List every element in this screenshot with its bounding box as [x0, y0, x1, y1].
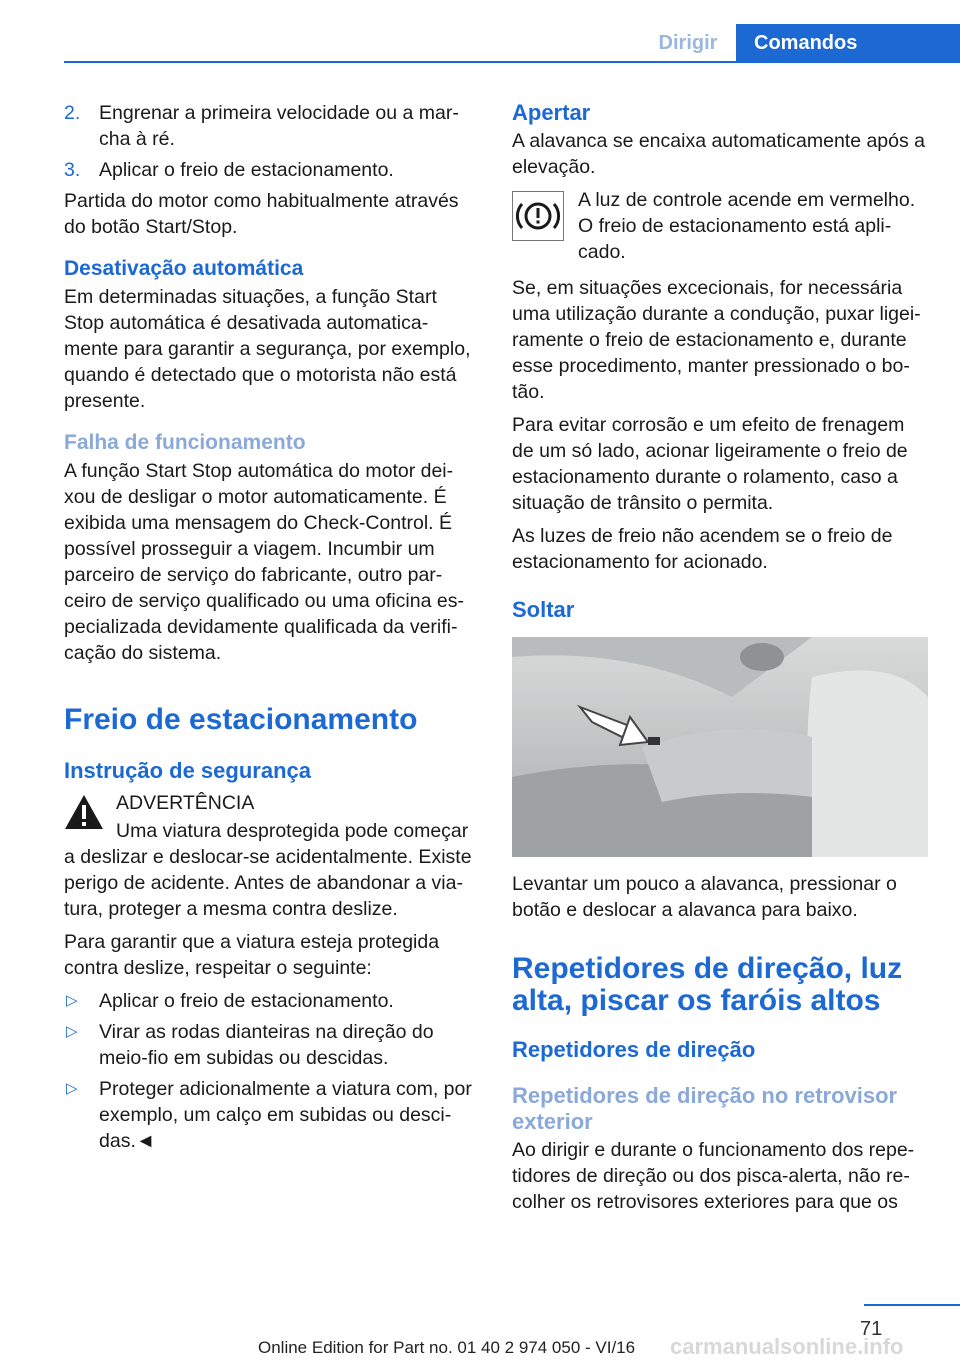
bullet-triangle-icon: ▷: [66, 1080, 78, 1097]
paragraph-luzes: As luzes de freio não acendem se o freio de estacionamento for acionado.: [512, 525, 893, 573]
bullet-item: [64, 988, 480, 1014]
step-number: 3.: [64, 159, 81, 181]
paragraph-garantir: Para garantir que a viatura esteja protegida contra deslize, respeitar o seguinte:: [64, 931, 440, 979]
left-column: [64, 100, 480, 1159]
paragraph-retrovisor: Ao dirigir e durante o funcionamento dos repe-tidores de direção ou dos pisca-alerta, não re-colher os retrovisores exteriores para que os: [512, 1139, 915, 1213]
bullet-triangle-icon: ▷: [66, 992, 78, 1009]
bullet-text: Aplicar o freio de estacionamento.: [99, 990, 394, 1012]
heading-repetidores: Repetidores de direção, luz alta, piscar os faróis altos: [512, 952, 903, 1017]
bullet-text: Virar as rodas dianteiras na direção do meio-fio em subidas ou descidas.: [99, 1021, 434, 1069]
heading-apertar: Apertar: [512, 100, 591, 125]
footer-rule: [864, 1304, 960, 1306]
step-text: Aplicar o freio de estacionamento.: [99, 159, 394, 181]
heading-repetidores-direcao: Repetidores de direção: [512, 1037, 756, 1062]
warning-block: [64, 790, 480, 816]
step-text: Engrenar a primeira velocidade ou a mar-cha à ré.: [99, 102, 459, 150]
heading-freio-estacionamento: Freio de estacionamento: [64, 703, 418, 736]
heading-desativacao: Desativação automática: [64, 257, 304, 280]
footer-edition: Online Edition for Part no. 01 40 2 974 050 - VI/16: [258, 1338, 636, 1357]
heading-soltar: Soltar: [512, 597, 575, 622]
paragraph-falha: A função Start Stop automática do motor dei-xou de desligar o motor automaticamente. É exibida uma mensagem do Check-Control. É possível prosseguir a viagem. Incumbir um parceiro de serviço do fabricante, outro par-ceiro de serviço qualificado ou uma oficina es-pecializada devidamente qualificada da verifi-cação do sistema.: [64, 460, 464, 664]
header-section-label: Dirigir: [658, 32, 718, 54]
heading-falha: Falha de funcionamento: [64, 431, 306, 454]
indicator-text: A luz de controle acende em vermelho. O freio de estacionamento está apli-cado.: [578, 189, 916, 263]
paragraph-soltar: Levantar um pouco a alavanca, pressionar o botão e deslocar a alavanca para baixo.: [512, 873, 897, 921]
bullet-text: Proteger adicionalmente a viatura com, por exemplo, um calço em subidas ou desci-das.◄: [99, 1078, 472, 1152]
bullet-item: [64, 1019, 480, 1071]
header-rule: [64, 61, 960, 63]
paragraph-start: Partida do motor como habitualmente através do botão Start/Stop.: [64, 190, 459, 238]
step-item: [64, 100, 480, 152]
heading-retrovisor: Repetidores de direção no retrovisor exterior: [512, 1083, 898, 1134]
step-item: [64, 157, 480, 183]
header-chapter-tab: Comandos: [736, 24, 960, 63]
heading-instrucao-seguranca: Instrução de segurança: [64, 758, 311, 783]
parking-brake-photo: [512, 637, 928, 857]
right-column: [512, 100, 928, 1222]
watermark: carmanualsonline.info: [670, 1334, 904, 1359]
bullet-item: [64, 1076, 480, 1154]
paragraph-excecionais: Se, em situações excecionais, for necessária uma utilização durante a condução, puxar ligei-ramente o freio de estacionamento e, durante esse procedimento, manter pressionado o bo-tão.: [512, 277, 921, 403]
indicator-info: [512, 187, 928, 265]
parking-brake-indicator-icon: [512, 191, 564, 241]
paragraph-apertar: A alavanca se encaixa automaticamente após a elevação.: [512, 130, 926, 178]
warning-title: ADVERTÊNCIA: [116, 792, 255, 814]
bullet-triangle-icon: ▷: [66, 1023, 78, 1040]
step-number: 2.: [64, 102, 81, 124]
paragraph-corrosao: Para evitar corrosão e um efeito de frenagem de um só lado, acionar ligeiramente o freio de estacionamento durante o rolamento, caso a situação de trânsito o permita.: [512, 414, 908, 514]
page-number: 71: [860, 1318, 883, 1340]
paragraph-desativacao: Em determinadas situações, a função Start Stop automática é desativada automatica-mente para garantir a segurança, por exemplo, quando é detectado que o motorista não está presente.: [64, 286, 471, 412]
warning-text: Uma viatura desprotegida pode começar a deslizar e deslocar-se acidentalmente. Existe perigo de acidente. Antes de abandonar a via-tura, proteger a mesma contra deslize.: [64, 820, 472, 920]
warning-triangle-icon: [64, 794, 104, 830]
